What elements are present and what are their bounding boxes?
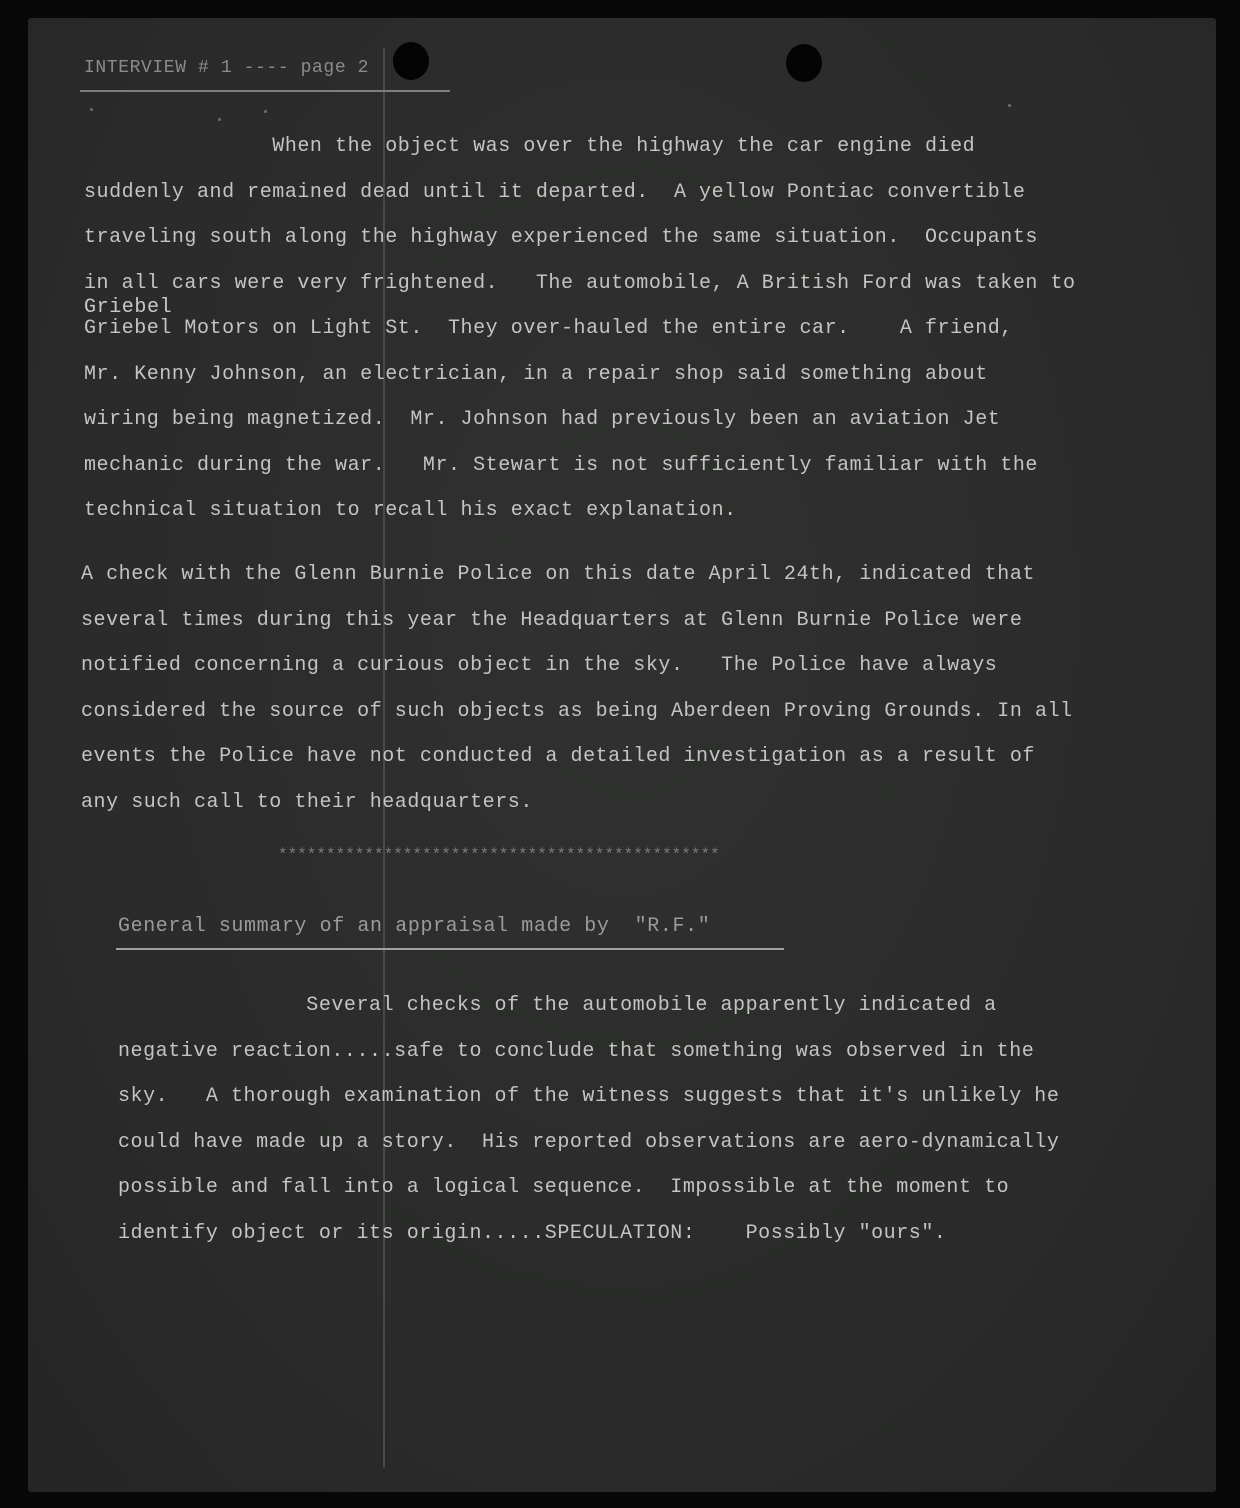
- paragraph-engine-failure: [84, 124, 1076, 534]
- punch-hole-right: [786, 44, 822, 82]
- text-line: Griebel Motors on Light St. They over-hauled the entire car. A friend,: [84, 317, 1013, 340]
- paper-speck: [1008, 104, 1011, 107]
- summary-heading: General summary of an appraisal made by "R.F.": [118, 915, 711, 938]
- text-line: could have made up a story. His reported observations are aero-dynamically: [118, 1130, 1060, 1154]
- text-line: identify object or its origin.....SPECULATION: Possibly "ours".: [118, 1221, 947, 1245]
- text-line: events the Police have not conducted a detailed investigation as a result of: [81, 745, 1035, 768]
- paper-speck: [90, 108, 93, 111]
- text-line: in all cars were very frightened. The automobile, A British Ford was taken to: [84, 271, 1076, 295]
- paragraph-summary: [118, 983, 1059, 1256]
- page-header: INTERVIEW # 1 ---- page 2: [84, 58, 370, 78]
- paper-speck: [218, 118, 221, 121]
- text-line: notified concerning a curious object in the sky. The Police have always: [81, 654, 998, 677]
- text-line: wiring being magnetized. Mr. Johnson had previously been an aviation Jet: [84, 408, 1001, 431]
- text-line: mechanic during the war. Mr. Stewart is not sufficiently familiar with the: [84, 453, 1038, 477]
- text-line: considered the source of such objects as being Aberdeen Proving Grounds. In all: [81, 699, 1073, 723]
- paragraph-police-check: [81, 552, 1073, 825]
- text-line: sky. A thorough examination of the witness suggests that it's unlikely he: [118, 1085, 1060, 1108]
- text-line: Several checks of the automobile apparently indicated a: [118, 994, 997, 1017]
- summary-heading-underline: [116, 948, 784, 950]
- text-line: Mr. Kenny Johnson, an electrician, in a repair shop said something about: [84, 362, 988, 386]
- text-line: A check with the Glenn Burnie Police on this date April 24th, indicated that: [81, 563, 1035, 586]
- text-line: traveling south along the highway experienced the same situation. Occupants: [84, 226, 1038, 249]
- text-line: possible and fall into a logical sequence. Impossible at the moment to: [118, 1176, 1010, 1199]
- text-line: negative reaction.....safe to conclude that something was observed in the: [118, 1039, 1035, 1063]
- separator-asterisks: **********************************************: [278, 846, 720, 864]
- document-page: [28, 18, 1216, 1492]
- paper-speck: [264, 110, 267, 113]
- text-line: When the object was over the highway the car engine died: [84, 135, 976, 158]
- text-line: suddenly and remained dead until it departed. A yellow Pontiac convertible: [84, 180, 1026, 204]
- header-underline: [80, 90, 450, 92]
- handwritten-insert: Griebel: [84, 296, 173, 319]
- text-line: several times during this year the Headquarters at Glenn Burnie Police were: [81, 608, 1023, 632]
- punch-hole-left: [393, 42, 429, 80]
- text-line: any such call to their headquarters.: [81, 790, 533, 814]
- text-line: technical situation to recall his exact explanation.: [84, 499, 737, 522]
